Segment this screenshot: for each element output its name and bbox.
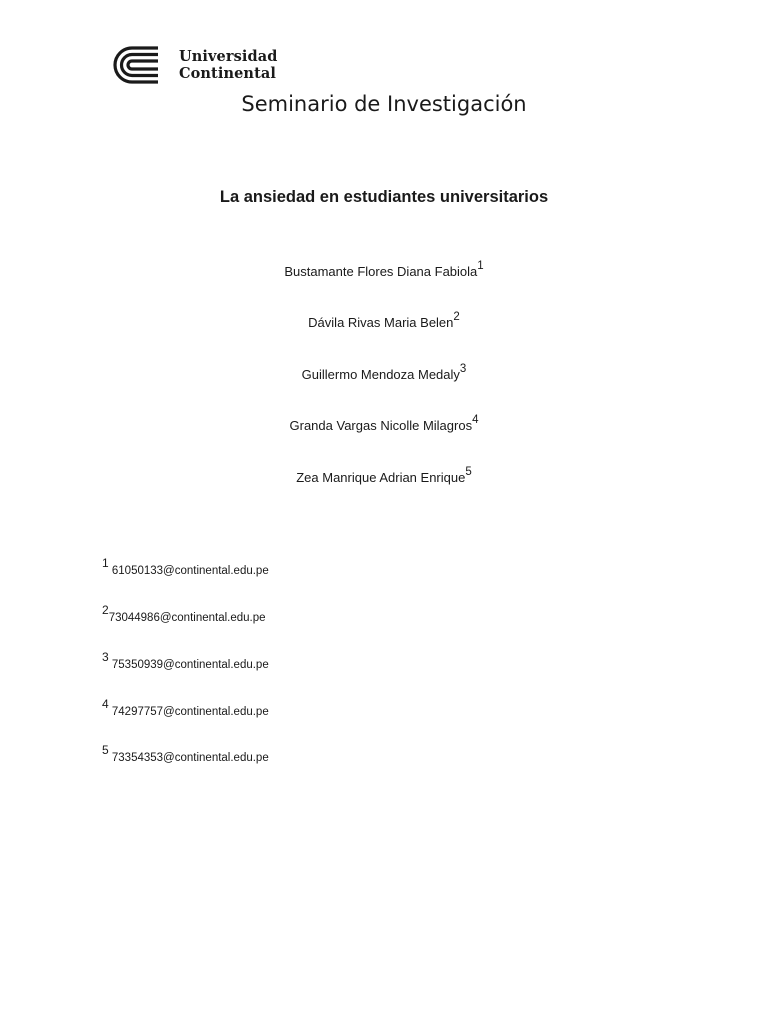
footnote-1 [102,556,269,577]
author-name: Guillermo Mendoza Medaly [301,367,460,382]
logo-wordmark [179,48,277,82]
footnote-4 [102,697,269,718]
footnote-mark: 2 [102,603,109,618]
document-title: La ansiedad en estudiantes universitarios [219,188,549,206]
author-footnote-mark: 4 [472,413,479,426]
author-1 [0,259,768,279]
footnote-email: 73044986@continental.edu.pe [108,612,266,624]
author-2 [0,310,768,330]
author-name: Bustamante Flores Diana Fabiola [284,264,478,279]
footnote-mark: 4 [102,697,109,712]
author-4 [0,413,768,433]
author-3 [0,362,768,382]
footnote-email: 61050133@continental.edu.pe [111,565,269,577]
university-logo [110,44,277,86]
author-name: Granda Vargas Nicolle Milagros [289,418,473,433]
footnote-email: 75350939@continental.edu.pe [111,659,269,671]
footnote-mark: 5 [102,743,109,758]
author-footnote-mark: 1 [477,259,484,272]
logo-line-2: Continental [179,65,276,82]
author-footnote-mark: 5 [465,465,472,478]
footnote-email: 73354353@continental.edu.pe [111,752,269,764]
seminar-heading: Seminario de Investigación [241,92,527,116]
footnote-5 [102,743,269,764]
author-5 [0,465,768,485]
continental-c-logo-icon [110,44,168,86]
footnote-mark: 1 [102,556,109,571]
logo-line-1: Universidad [179,48,278,65]
author-name: Dávila Rivas Maria Belen [308,315,454,330]
author-footnote-mark: 2 [453,310,460,323]
footnote-email: 74297757@continental.edu.pe [111,706,269,718]
author-footnote-mark: 3 [459,362,467,375]
footnote-mark: 3 [102,650,109,665]
footnote-2 [102,603,266,624]
footnote-3 [102,650,269,671]
author-name: Zea Manrique Adrian Enrique [296,470,466,485]
